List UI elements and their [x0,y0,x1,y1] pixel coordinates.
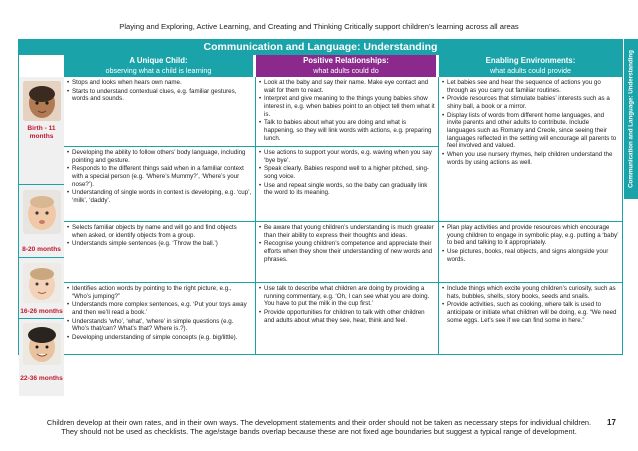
side-tab-label: Communication and Language: Understanding [627,50,635,188]
cell-relationships-birth-11 [256,77,439,147]
cell-relationships-8-20 [256,147,439,222]
column-head-title: A Unique Child: [129,56,188,65]
cell-child-birth-11 [64,77,256,147]
list-item: • Starts to understand contextual clues, e.g. familiar gestures, words and sounds. [67,88,252,103]
list-item: • Interpret and give meaning to the things young babies show interest in, e.g. when babies point to an object tell them what it is. [259,95,435,118]
list-item: • Be aware that young children’s understanding is much greater than their ability to express their thoughts and ideas. [259,224,435,239]
age-band-column [19,77,64,382]
baby-photo [23,81,61,121]
list-item: • Display lists of words from different home languages, and invite parents and other adults to contribute. Include languages such as Romany and Creole, since seeing their languages reflected in the setting will encourage all parents to feel involved and valued. [442,112,619,150]
list-item: • Responds to the different things said when in a familiar context with a special person (e.g. ‘Where’s Mummy?’, ‘Where’s your nose?’). [67,165,252,188]
column-head-subtitle: observing what a child is learning [105,66,212,75]
list-item: • Selects familiar objects by name and will go and find objects when asked, or identify objects from a group. [67,224,252,239]
column-head-enabling-environments [439,55,622,77]
content-frame [18,39,623,382]
list-item: • Understands ‘who’, ‘what’, ‘where’ in simple questions (e.g. Who’s that/can? What’s that? Where is.?). [67,318,252,333]
section-side-tab [624,39,638,199]
list-item: • Use actions to support your words, e.g. waving when you say ‘bye bye’. [259,149,435,164]
age-band-16-26 [19,258,64,319]
footer-line: Children develop at their own rates, and in their own ways. The development statements and their order should not be taken as necessary steps for individual children. [46,418,592,427]
list-item: • Talk to babies about what you are doing and what is happening, so they will link words with actions, e.g. preparing lunch. [259,119,435,142]
list-item: • Understands more complex sentences, e.g. ‘Put your toys away and then we’ll read a book.’ [67,301,252,316]
page-number: 17 [607,418,616,427]
footer-line: They should not be used as checklists. The age/stage bands overlap because these are not fixed age boundaries but suggest a typical range of development. [61,427,577,437]
cell-relationships-22-36 [256,283,439,354]
cell-child-22-36 [64,283,256,354]
list-item: • Let babies see and hear the sequence of actions you go through as you carry out familiar routines. [442,79,619,94]
baby-photo [23,190,61,234]
list-item: • Look at the baby and say their name. Make eye contact and wait for them to react. [259,79,435,94]
column-head-subtitle: what adults could do [313,66,379,75]
column-head-unique-child [64,55,253,77]
list-item: • Use pictures, books, real objects, and signs alongside your words. [442,248,619,263]
column-head-title: Positive Relationships: [303,56,389,65]
list-item: • Understands simple sentences (e.g. ‘Throw the ball.’) [67,240,252,248]
column-head-subtitle: what adults could provide [489,66,572,75]
column-head-title: Enabling Environments: [485,56,576,65]
toddler-photo [23,323,61,365]
list-item: • When you use nursery rhymes, help children understand the words by using actions as well. [442,151,619,166]
list-item: • Speak clearly. Babies respond well to a higher pitched, sing-song voice. [259,165,435,180]
list-item: • Provide resources that stimulate babies’ interests such as a shiny ball, a book or a mirror. [442,95,619,110]
list-item: • Include things which excite young children’s curiosity, such as hats, bubbles, shells, story books, seeds and snails. [442,285,619,300]
list-item: • Provide opportunities for children to talk with other children and adults about what they see, hear, think and feel. [259,309,435,324]
age-band-22-36 [19,319,64,396]
cell-environments-22-36 [439,283,622,354]
age-band-8-20 [19,185,64,258]
column-head-positive-relationships [256,55,436,77]
age-band-label: 22-36 months [20,375,63,382]
list-item: • Plan play activities and provide resources which encourage young children to engage in symbolic play, e.g. putting a ‘baby’ to bed and talking to it appropriately. [442,224,619,247]
age-band-birth-11 [19,77,64,185]
age-band-label: Birth - 11 months [27,125,56,140]
age-band-label: 8-20 months [22,246,61,253]
list-item: • Use and repeat single words, so the baby can gradually link the word to its meaning. [259,182,435,197]
footer-note [0,418,638,437]
list-item: • Provide activities, such as cooking, where talk is used to anticipate or initiate what children will be doing, e.g. “We need some eggs. Let’s see if we can find some in here.” [442,301,619,324]
age-band-label: 16-26 months [20,308,63,315]
cell-environments-16-26 [439,222,622,283]
list-item: • Stops and looks when hears own name. [67,79,252,87]
list-item: • Understanding of single words in context is developing, e.g. ‘cup’, ‘milk’, ‘daddy’. [67,189,252,204]
list-item: • Developing understanding of simple concepts (e.g. big/little). [67,334,252,342]
cell-relationships-16-26 [256,222,439,283]
toddler-photo [23,263,61,303]
cell-child-8-20 [64,147,256,222]
list-item: • Identifies action words by pointing to the right picture, e.g., “Who’s jumping?” [67,285,252,300]
cell-environments-birth-20 [439,77,622,222]
cell-child-16-26 [64,222,256,283]
list-item: • Recognise young children’s competence and appreciate their efforts when they show their understanding of new words and phrases. [259,240,435,263]
top-caption: Playing and Exploring, Active Learning, and Creating and Thinking Critically support children’s learning across all areas [119,22,519,31]
list-item: • Use talk to describe what children are doing by providing a running commentary, e.g. ‘Oh, I can see what you are doing. You have to put the milk in the cup first.’ [259,285,435,308]
list-item: • Developing the ability to follow others’ body language, including pointing and gesture. [67,149,252,164]
page-title: Communication and Language: Understanding [19,40,622,55]
